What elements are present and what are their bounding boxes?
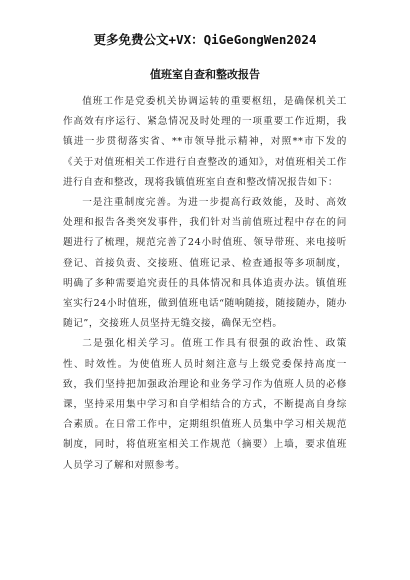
paragraph-intro: 值班工作是党委机关协调运转的重要枢纽，是确保机关工作高效有序运行、紧急情况及时处理的一项重要工作近期，我镇进一步贯彻落实省、**市领导批示精神，对照**市下发的《关于对值班相关工作进行自查整改的通知》，对值班相关工作进行自查和整改，现将我镇值班室自查和整改情况报告如下： (63, 96, 347, 188)
paragraph-system-improvement: 一是注重制度完善。为进一步提高行政效能，及时、高效处理和报告各类突发事件，我们针对当前值班过程中存在的问题进行了梳理，规范完善了24小时值班、领导带班、来电接听登记、首接负责、交接班、值班记录、检查通报等多项制度，明确了多种需要追究责任的具体情况和具体追责办法。镇值班室实行24小时值班，做到值班电话“随响随接，随接随办，随办随记”，交接班人员坚持无缝交接，确保无空档。 (63, 197, 347, 330)
document-title: 值班室自查和整改报告 (150, 68, 260, 81)
watermark-text: 更多免费公文+VX：QiGeGongWen2024 (93, 32, 317, 47)
paragraph-learning: 二是强化相关学习。值班工作具有很强的政治性、政策性、时效性。为使值班人员时刻注意与上级党委保持高度一致，我们坚持把加强政治理论和业务学习作为值班人员的必修课，坚持采用集中学习和自学相结合的方式，不断提高自身综合素质。在日常工作中，定期组织值班人员集中学习相关规范制度，同时，将值班室相关工作规范（摘要）上墙，要求值班人员学习了解和对照参考。 (63, 338, 347, 471)
